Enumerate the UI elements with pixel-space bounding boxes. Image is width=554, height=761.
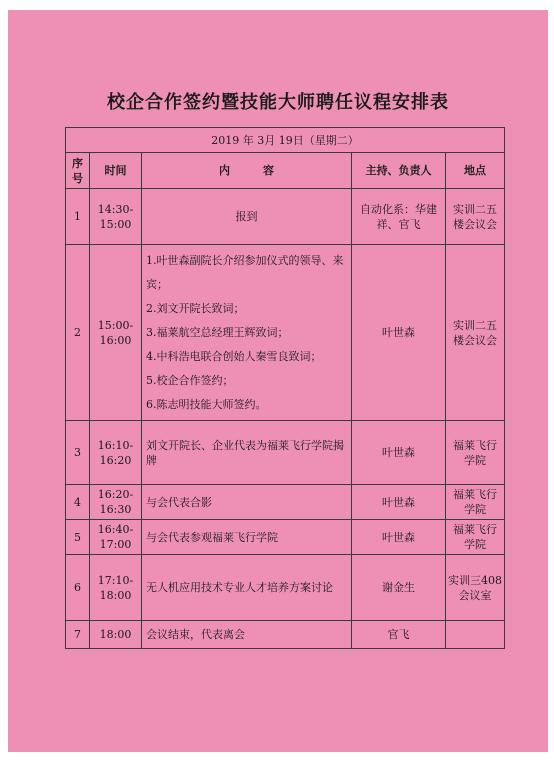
agenda-line: 2.刘文开院长致词； — [146, 301, 245, 315]
row-place: 实训二五楼会议会 — [446, 245, 505, 421]
row-time: 16:10-16:20 — [90, 421, 142, 485]
row-time: 14:30-15:00 — [90, 189, 142, 245]
date-row — [66, 128, 505, 153]
row-host: 叶世森 — [352, 485, 446, 520]
header-content: 内 容 — [142, 153, 352, 189]
row-seq: 7 — [66, 621, 90, 649]
row-host: 谢金生 — [352, 555, 446, 621]
agenda-table — [65, 127, 505, 649]
row-place: 福莱飞行学院 — [446, 520, 505, 555]
row-seq: 2 — [66, 245, 90, 421]
row-content: 与会代表参观福莱飞行学院 — [142, 520, 352, 555]
row-seq: 5 — [66, 520, 90, 555]
table-row — [66, 485, 505, 520]
table-row — [66, 520, 505, 555]
row-seq: 4 — [66, 485, 90, 520]
row-content: 刘文开院长、企业代表为福莱飞行学院揭牌 — [142, 421, 352, 485]
row-content: 报到 — [142, 189, 352, 245]
row-place: 福莱飞行学院 — [446, 485, 505, 520]
row-time: 16:20-16:30 — [90, 485, 142, 520]
page-title: 校企合作签约暨技能大师聘任议程安排表 — [107, 92, 449, 113]
agenda-line: 5.校企合作签约； — [146, 373, 234, 387]
table-row — [66, 621, 505, 649]
row-place: 实训二五楼会议会 — [446, 189, 505, 245]
agenda-line: 3.福莱航空总经理王辉致词； — [146, 325, 289, 339]
row-place: 实训三408会议室 — [446, 555, 505, 621]
row-host: 叶世森 — [352, 520, 446, 555]
document-page — [8, 10, 548, 752]
table-row — [66, 555, 505, 621]
row-host: 叶世森 — [352, 245, 446, 421]
row-host: 自动化系：华建祥、官飞 — [352, 189, 446, 245]
row-content: 无人机应用技术专业人才培养方案讨论 — [142, 555, 352, 621]
header-seq: 序号 — [66, 153, 90, 189]
agenda-line: 6.陈志明技能大师签约。 — [146, 397, 267, 411]
header-host: 主持、负责人 — [352, 153, 446, 189]
row-seq: 3 — [66, 421, 90, 485]
row-place — [446, 621, 505, 649]
table-row — [66, 421, 505, 485]
header-place: 地点 — [446, 153, 505, 189]
table-row — [66, 245, 505, 421]
agenda-line: 4.中科浩电联合创始人秦雪良致词； — [146, 349, 322, 363]
row-time: 17:10-18:00 — [90, 555, 142, 621]
row-host: 官飞 — [352, 621, 446, 649]
header-time: 时间 — [90, 153, 142, 189]
row-time: 16:40-17:00 — [90, 520, 142, 555]
row-time: 18:00 — [90, 621, 142, 649]
row-content: 会议结束，代表离会 — [142, 621, 352, 649]
row-host: 叶世森 — [352, 421, 446, 485]
row-place: 福莱飞行学院 — [446, 421, 505, 485]
header-row — [66, 153, 505, 189]
row-time: 15:00-16:00 — [90, 245, 142, 421]
row-seq: 1 — [66, 189, 90, 245]
row-content: 与会代表合影 — [142, 485, 352, 520]
row-seq: 6 — [66, 555, 90, 621]
agenda-line: 1.叶世森副院长介绍参加仪式的领导、来宾； — [146, 253, 344, 291]
row-content — [142, 245, 352, 421]
date-cell: 2019 年 3月 19日（星期二） — [66, 128, 505, 153]
table-row — [66, 189, 505, 245]
